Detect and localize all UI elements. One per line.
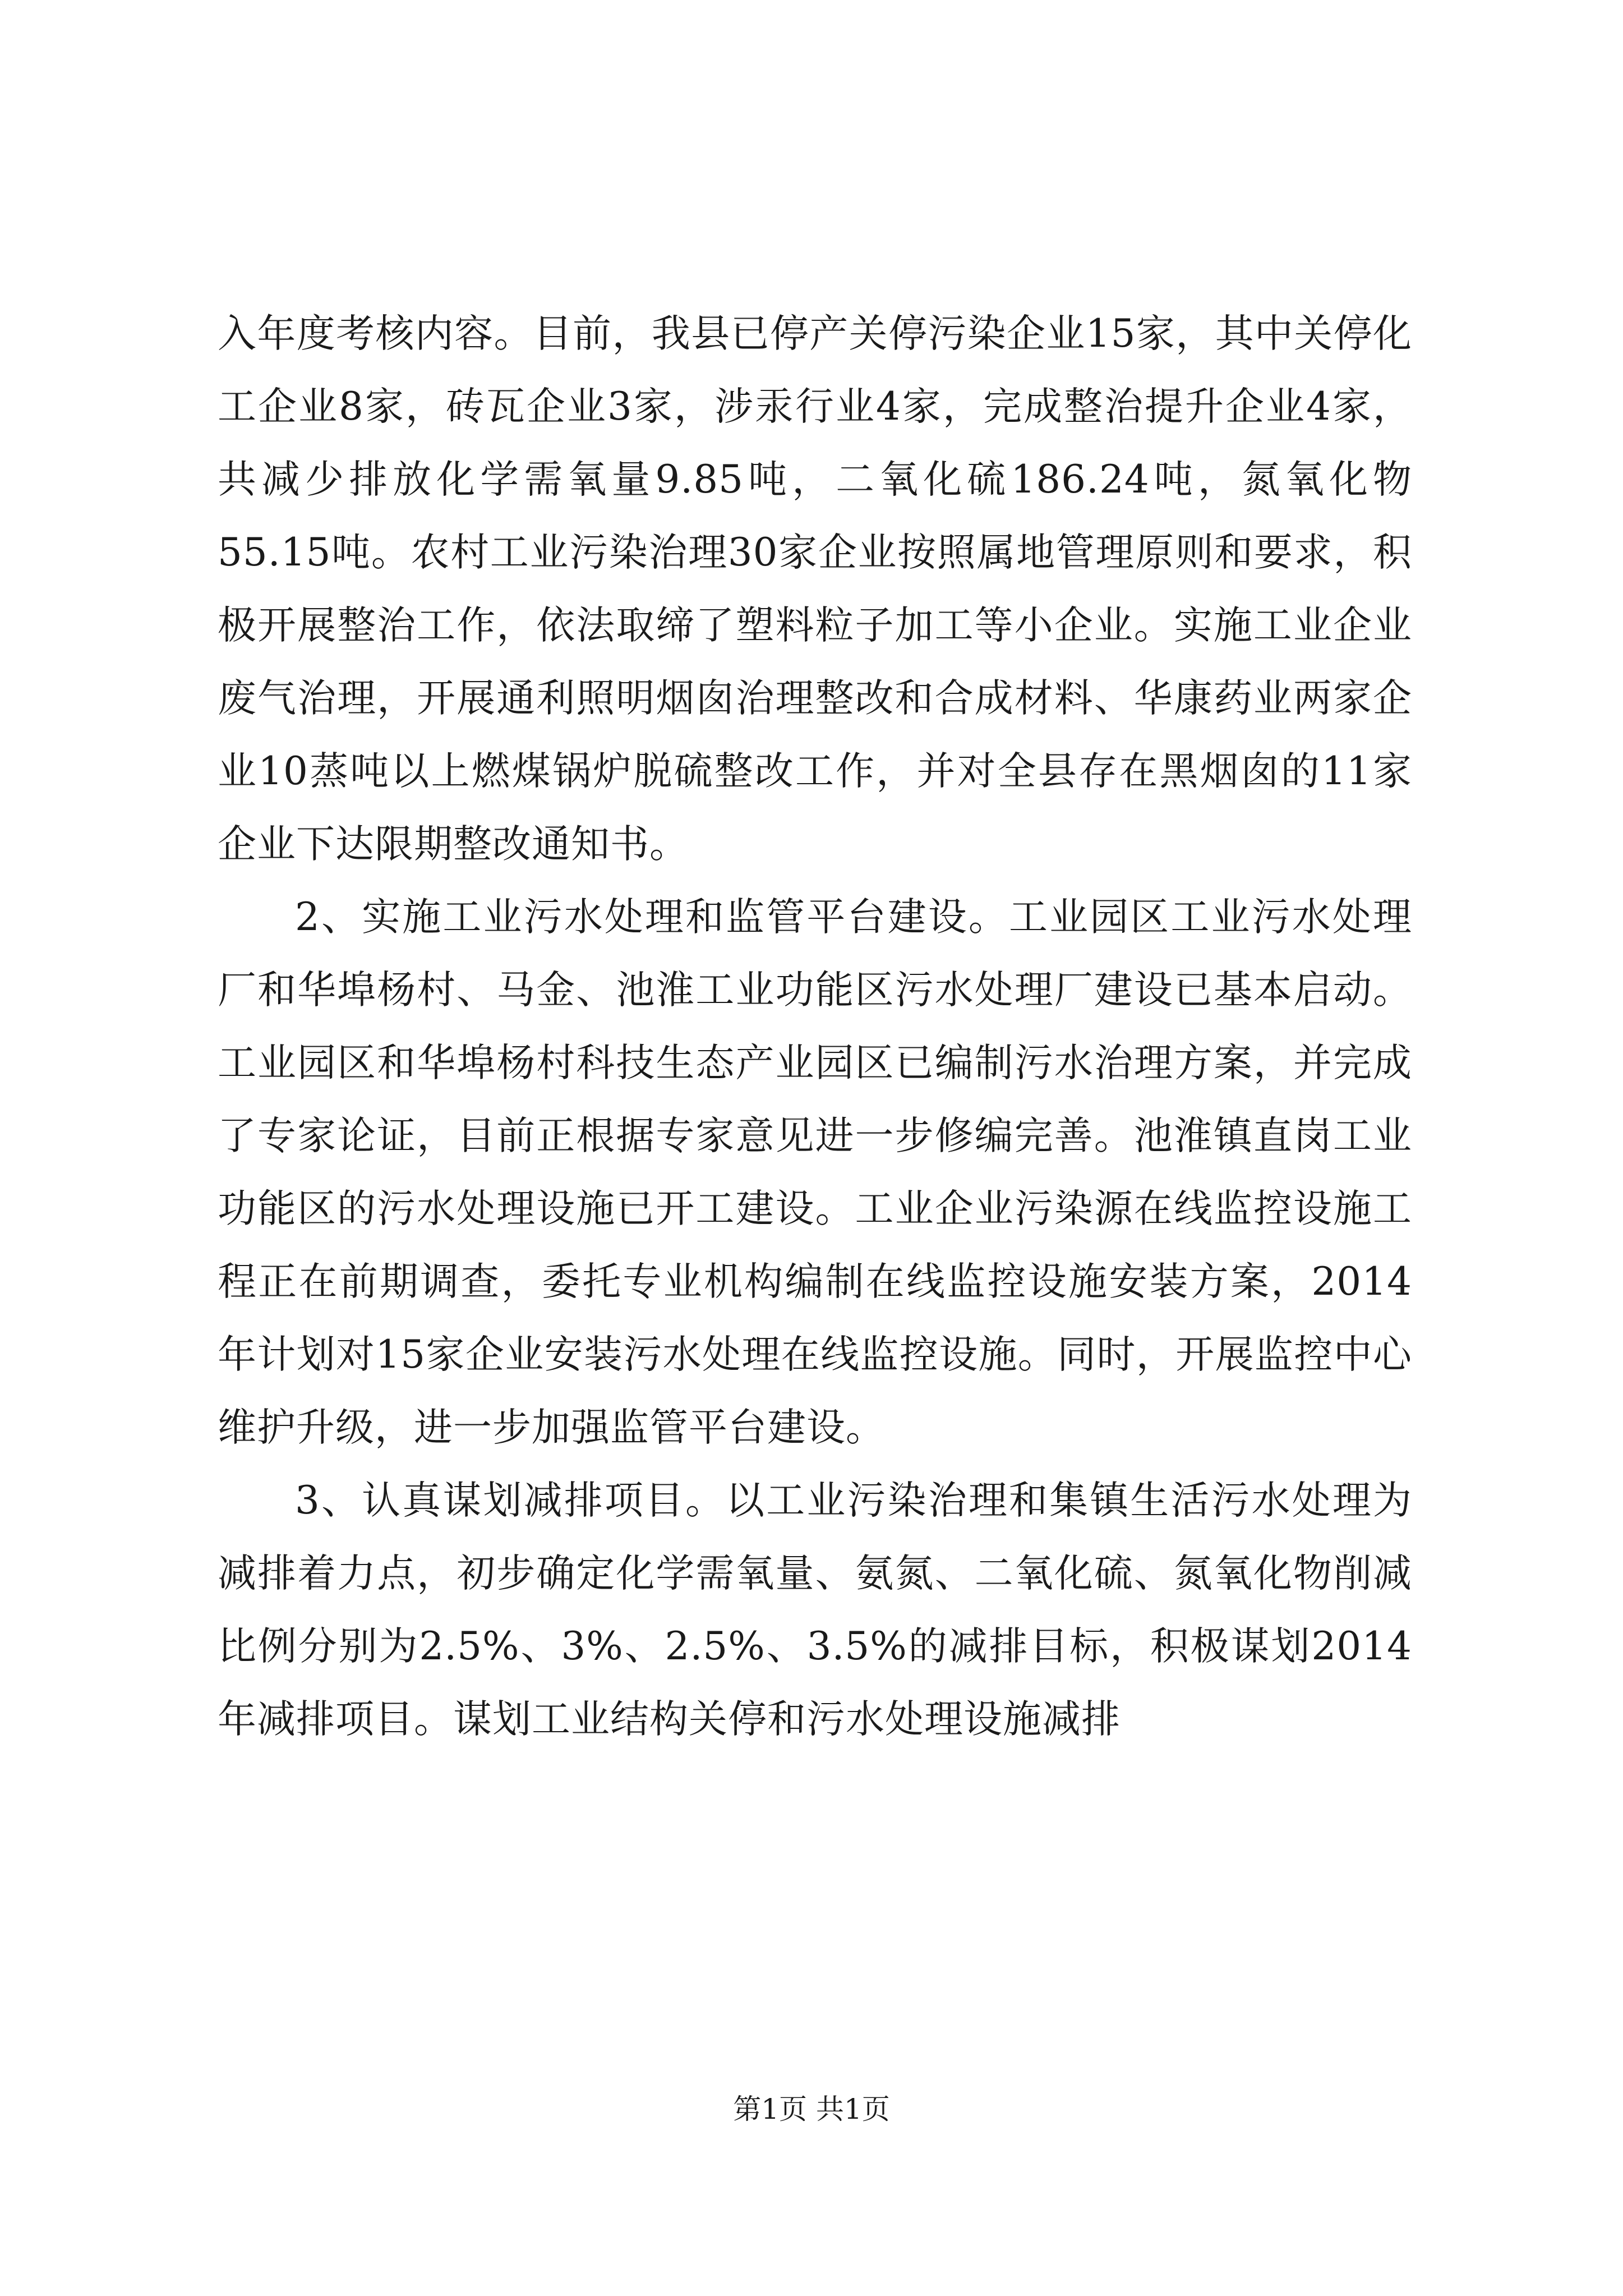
- paragraph-continuation: 入年度考核内容。目前，我县已停产关停污染企业15家，其中关停化工企业8家，砖瓦企业3家，涉汞行业4家，完成整治提升企业4家，共减少排放化学需氧量9.85吨，二氧化硫186.24吨，氮氧化物55.15吨。农村工业污染治理30家企业按照属地管理原则和要求，积极开展整治工作，依法取缔了塑料粒子加工等小企业。实施工业企业废气治理，开展通利照明烟囱治理整改和合成材料、华康药业两家企业10蒸吨以上燃煤锅炉脱硫整改工作，并对全县存在黑烟囱的11家企业下达限期整改通知书。: [218, 311, 1412, 867]
- paragraph-item-3: 3、认真谋划减排项目。以工业污染治理和集镇生活污水处理为减排着力点，初步确定化学需氧量、氨氮、二氧化硫、氮氧化物削减比例分别为2.5%、3%、2.5%、3.5%的减排目标，积极谋划2014年减排项目。谋划工业结构关停和污水处理设施减排: [218, 1478, 1412, 1742]
- paragraph-item-2: 2、实施工业污水处理和监管平台建设。工业园区工业污水处理厂和华埠杨村、马金、池淮工业功能区污水处理厂建设已基本启动。工业园区和华埠杨村科技生态产业园区已编制污水治理方案，并完成了专家论证，目前正根据专家意见进一步修编完善。池淮镇直岗工业功能区的污水处理设施已开工建设。工业企业污染源在线监控设施工程正在前期调查，委托专业机构编制在线监控设施安装方案，2014年计划对15家企业安装污水处理在线监控设施。同时，开展监控中心维护升级，进一步加强监管平台建设。: [218, 895, 1412, 1450]
- page-number-footer: 第1页 共1页: [733, 2093, 890, 2125]
- document-body: [218, 297, 1412, 1756]
